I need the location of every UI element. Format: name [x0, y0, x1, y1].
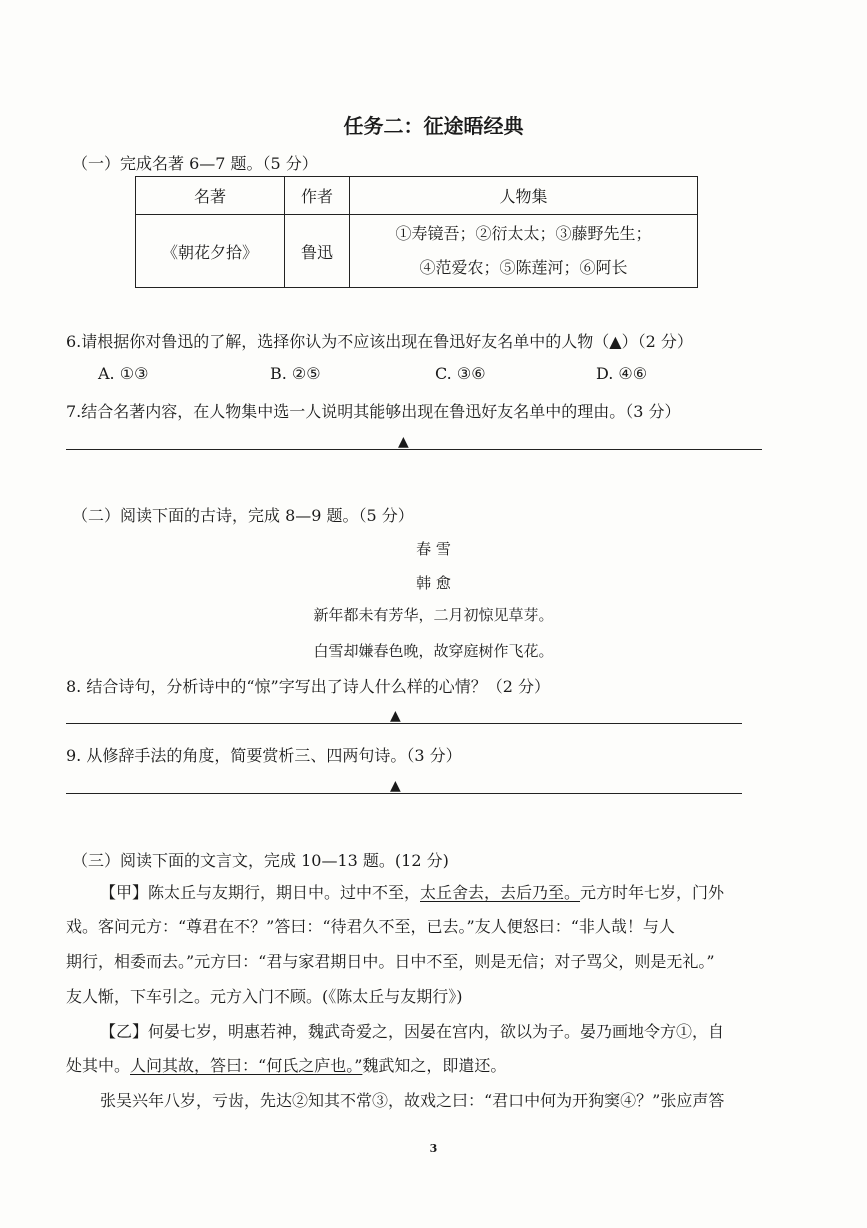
page-title: 任务二：征途晤经典 [343, 114, 524, 138]
poem-title: 春 雪 [416, 540, 451, 558]
poem-line-1: 新年都未有芳华，二月初惊见草芽。 [313, 606, 554, 624]
poem-author: 韩 愈 [416, 574, 451, 592]
answer-marker-9: ▲ [390, 778, 401, 794]
question-6: 6.请根据你对鲁迅的了解，选择你认为不应该出现在鲁迅好友名单中的人物（▲）（2 分） [66, 332, 693, 351]
question-8: 8. 结合诗句，分析诗中的“惊”字写出了诗人什么样的心情？（2 分） [66, 677, 550, 696]
passage-jia-text-b: 元方时年七岁，门外 [580, 883, 725, 902]
passage-yi-text-b: 魏武知之，即遣还。 [362, 1056, 507, 1075]
answer-marker-7: ▲ [398, 434, 409, 450]
passage-jia-line-1 [100, 880, 724, 903]
option-d: D. ④⑥ [596, 364, 648, 383]
option-b: B. ②⑤ [270, 364, 321, 383]
characters-cell [350, 215, 698, 288]
passage-yi-line-2 [66, 1053, 506, 1076]
passage-jia-line-2: 戏。客问元方：“尊君在不？”答曰：“待君久不至，已去。”友人便怒曰：“非人哉！与人 [66, 917, 675, 936]
passage-yi-underlined: 人问其故，答曰：“何氏之庐也。” [130, 1056, 363, 1075]
poem-line-2: 白雪却嫌春色晚，故穿庭树作飞花。 [313, 642, 554, 660]
section2-heading: （二）阅读下面的古诗，完成 8—9 题。（5 分） [72, 506, 414, 525]
header-book: 名著 [136, 177, 285, 215]
passage-jia-line-4: 友人惭，下车引之。元方入门不顾。(《陈太丘与友期行》) [66, 987, 463, 1006]
header-author: 作者 [285, 177, 350, 215]
question-7: 7.结合名著内容，在人物集中选一人说明其能够出现在鲁迅好友名单中的理由。（3 分） [66, 402, 681, 421]
answer-line-9[interactable] [66, 793, 742, 794]
passage-jia-text-a: 【甲】陈太丘与友期行，期日中。过中不至， [100, 883, 421, 902]
passage-yi-text-a: 处其中。 [66, 1056, 131, 1075]
author-cell: 鲁迅 [285, 215, 350, 288]
answer-line-7[interactable] [66, 449, 762, 450]
characters-line-1: ①寿镜吾；②衍太太；③藤野先生； [395, 224, 652, 243]
option-a: A. ①③ [98, 364, 149, 383]
book-cell: 《朝花夕拾》 [136, 215, 285, 288]
passage-jia-line-3: 期行，相委而去。”元方曰：“君与家君期日中。日中不至，则是无信；对子骂父，则是无礼。” [66, 952, 715, 971]
passage-yi-line-1: 【乙】何晏七岁，明惠若神，魏武奇爱之，因晏在宫内，欲以为子。晏乃画地令方①，自 [100, 1022, 725, 1041]
section1-heading: （一）完成名著 6—7 题。（5 分） [72, 154, 318, 173]
page-number: 3 [429, 1142, 438, 1155]
passage-yi-line-3: 张吴兴年八岁，亏齿，先达②知其不常③，故戏之曰：“君口中何为开狗窦④？”张应声答 [100, 1091, 725, 1110]
works-table [135, 176, 698, 288]
answer-line-8[interactable] [66, 723, 742, 724]
question-9: 9. 从修辞手法的角度，简要赏析三、四两句诗。（3 分） [66, 746, 462, 765]
option-c: C. ③⑥ [435, 364, 486, 383]
header-characters: 人物集 [350, 177, 698, 215]
answer-marker-8: ▲ [390, 708, 401, 724]
passage-jia-underlined: 太丘舍去，去后乃至。 [420, 883, 581, 902]
characters-line-2: ④范爱农；⑤陈莲河；⑥阿长 [419, 258, 628, 277]
section3-heading: （三）阅读下面的文言文，完成 10—13 题。(12 分) [72, 851, 449, 870]
